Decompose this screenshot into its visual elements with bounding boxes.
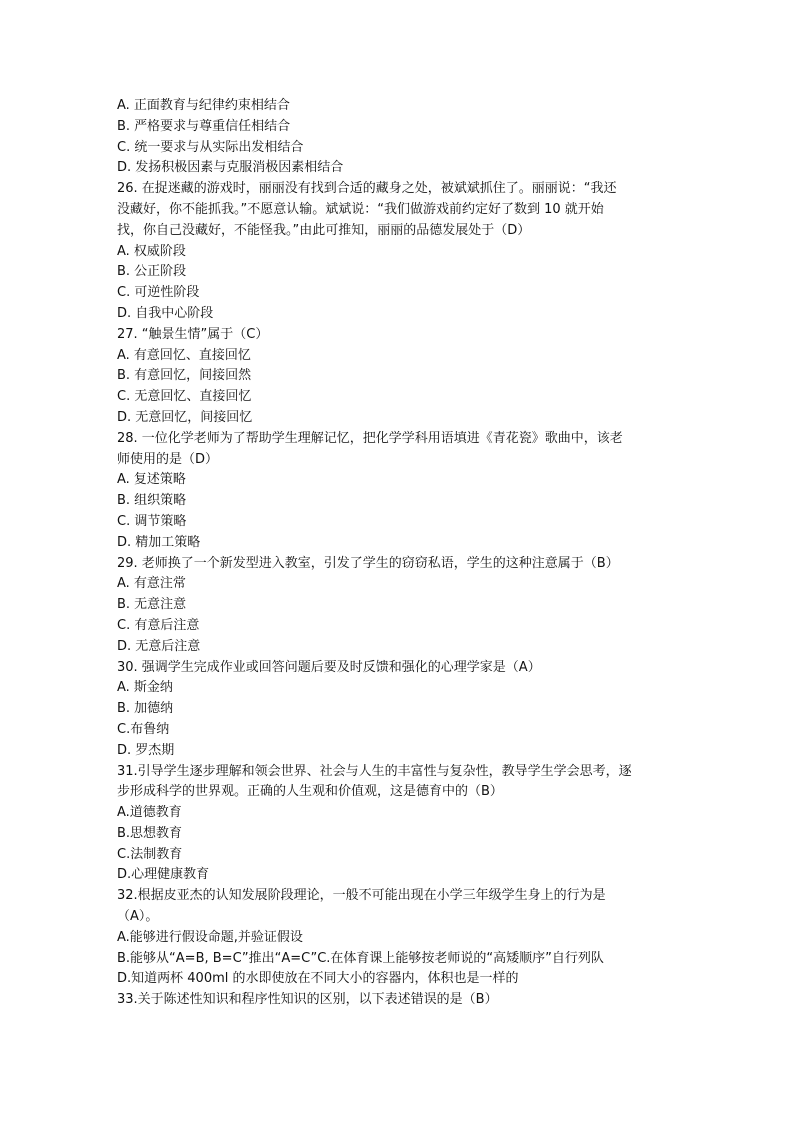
text-line: 30. 强调学生完成作业或回答问题后要及时反馈和强化的心理学家是（A） bbox=[117, 659, 541, 675]
text-line: 27. “触景生情”属于（C） bbox=[117, 326, 269, 342]
text-line: C. 调节策略 bbox=[117, 513, 187, 529]
text-line: 师使用的是（D） bbox=[117, 451, 219, 467]
text-line: C. 有意后注意 bbox=[117, 617, 200, 633]
text-line: 29. 老师换了一个新发型进入教室，引发了学生的窃窃私语，学生的这种注意属于（B） bbox=[117, 555, 619, 571]
text-line: D.心理健康教育 bbox=[117, 867, 210, 883]
text-line: B.思想教育 bbox=[117, 825, 183, 841]
text-line: 步形成科学的世界观。正确的人生观和价值观，这是德育中的（B） bbox=[117, 784, 503, 800]
text-line: C.布鲁纳 bbox=[117, 721, 170, 737]
text-line: A.能够进行假设命题,并验证假设 bbox=[117, 929, 303, 945]
text-line: A.道德教育 bbox=[117, 805, 182, 821]
text-line: B. 组织策略 bbox=[117, 493, 187, 509]
text-line: D. 无意后注意 bbox=[117, 638, 201, 654]
text-line: C.法制教育 bbox=[117, 846, 183, 862]
text-line: C. 统一要求与从实际出发相结合 bbox=[117, 139, 304, 155]
text-line: D. 自我中心阶段 bbox=[117, 305, 214, 321]
text-line: B. 有意回忆，间接回然 bbox=[117, 368, 252, 384]
text-line: A. 有意注常 bbox=[117, 576, 186, 592]
text-line: A. 有意回忆、直接回忆 bbox=[117, 347, 251, 363]
text-line: A. 正面教育与纪律约束相结合 bbox=[117, 98, 290, 113]
text-line: A. 斯金纳 bbox=[117, 680, 173, 696]
text-line: 33.关于陈述性知识和程序性知识的区别，以下表述错误的是（B） bbox=[117, 992, 498, 1008]
text-line: B. 公正阶段 bbox=[117, 264, 187, 280]
text-line: A. 复述策略 bbox=[117, 472, 186, 488]
text-line: 28. 一位化学老师为了帮助学生理解记忆，把化学学科用语填进《青花瓷》歌曲中，该老 bbox=[117, 430, 623, 446]
text-line: D. 无意回忆，间接回忆 bbox=[117, 409, 253, 425]
text-line: 26. 在捉迷藏的游戏时，丽丽没有找到合适的藏身之处，被斌斌抓住了。丽丽说：“我还 bbox=[117, 181, 617, 197]
text-line: 31.引导学生逐步理解和领会世界、社会与人生的丰富性与复杂性，教导学生学会思考，逐 bbox=[117, 763, 632, 779]
text-line: 32.根据皮亚杰的认知发展阶段理论，一般不可能出现在小学三年级学生身上的行为是 bbox=[117, 888, 606, 904]
text-line: 找，你自己没藏好，不能怪我。”由此可推知，丽丽的品德发展处于（D） bbox=[117, 222, 531, 238]
text-line: D. 精加工策略 bbox=[117, 534, 201, 550]
document-page bbox=[117, 96, 682, 1011]
text-line: B. 无意注意 bbox=[117, 597, 187, 613]
text-line: D.知道两杯 400ml 的水即使放在不同大小的容器内，体积也是一样的 bbox=[117, 971, 519, 987]
text-line: C. 无意回忆、直接回忆 bbox=[117, 389, 252, 405]
text-line: C. 可逆性阶段 bbox=[117, 285, 200, 301]
text-line: D. 发扬积极因素与克服消极因素相结合 bbox=[117, 160, 344, 176]
text-line: A. 权威阶段 bbox=[117, 243, 186, 259]
text-line: B. 严格要求与尊重信任相结合 bbox=[117, 118, 291, 134]
text-line: （A）。 bbox=[117, 909, 159, 925]
text-line: B. 加德纳 bbox=[117, 701, 174, 717]
text-line: 没藏好，你不能抓我。”不愿意认输。斌斌说：“我们做游戏前约定好了数到 10 就开始 bbox=[117, 201, 604, 217]
text-line: B.能够从“A=B, B=C”推出“A=C”C.在体育课上能够按老师说的“高矮顺序”自行列队 bbox=[117, 950, 604, 966]
text-line: D. 罗杰期 bbox=[117, 742, 175, 758]
